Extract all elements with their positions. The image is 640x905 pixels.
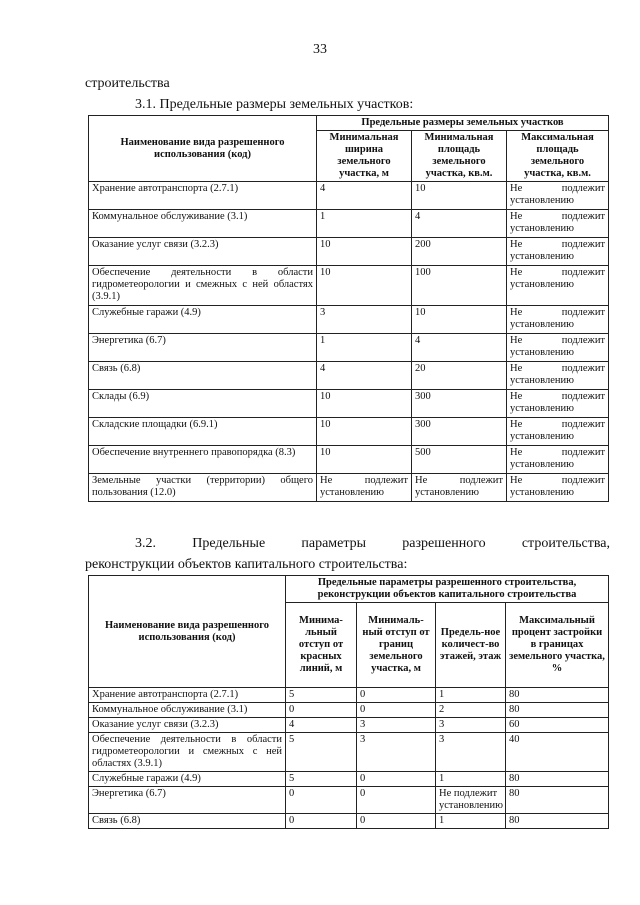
not-set-cell bbox=[317, 474, 412, 502]
word: подлежит bbox=[561, 419, 606, 430]
word: установлению bbox=[510, 487, 574, 498]
floors-cell: 3 bbox=[436, 718, 506, 733]
table-row bbox=[89, 334, 609, 362]
t2-name-header: Наименование вида разрешенного использования (код) bbox=[89, 576, 286, 688]
min-width-cell: 10 bbox=[317, 418, 412, 446]
table-row bbox=[89, 266, 609, 306]
min-area-cell: 4 bbox=[412, 210, 507, 238]
t2-col-floors: Предель-ное количест-во этажей, этаж bbox=[436, 603, 506, 688]
table-row bbox=[89, 390, 609, 418]
word: подлежит bbox=[561, 391, 606, 402]
floors-cell: 1 bbox=[436, 772, 506, 787]
use-name-cell: Обеспечение деятельности в области гидрометеорологии и смежных с ней областях (3.9.1) bbox=[89, 266, 317, 306]
not-subject-line bbox=[510, 335, 605, 347]
coverage-cell: 40 bbox=[506, 733, 609, 772]
use-name-cell: Складские площадки (6.9.1) bbox=[89, 418, 317, 446]
word: установлению bbox=[510, 459, 574, 470]
not-subject-line bbox=[510, 419, 605, 431]
use-name-cell: Оказание услуг связи (3.2.3) bbox=[89, 718, 286, 733]
word: Не bbox=[510, 183, 523, 194]
table-row bbox=[89, 362, 609, 390]
table-row bbox=[89, 814, 609, 829]
red-lines-cell: 0 bbox=[286, 703, 357, 718]
max-area-cell bbox=[507, 390, 609, 418]
table-row bbox=[89, 418, 609, 446]
t1-col-max-area: Максимальная площадь земельного участка, кв.м. bbox=[507, 131, 609, 182]
not-subject-line bbox=[510, 211, 605, 223]
use-name-cell: Служебные гаражи (4.9) bbox=[89, 772, 286, 787]
max-area-cell bbox=[507, 418, 609, 446]
boundaries-cell: 0 bbox=[357, 703, 436, 718]
word: Не bbox=[510, 239, 523, 250]
word: подлежит bbox=[561, 183, 606, 194]
floors-cell: 1 bbox=[436, 814, 506, 829]
coverage-cell: 80 bbox=[506, 772, 609, 787]
red-lines-cell: 5 bbox=[286, 772, 357, 787]
table-row bbox=[89, 238, 609, 266]
word: установлению bbox=[510, 403, 574, 414]
table-row bbox=[89, 210, 609, 238]
max-area-cell bbox=[507, 446, 609, 474]
not-set-cell bbox=[507, 474, 609, 502]
red-lines-cell: 5 bbox=[286, 733, 357, 772]
min-area-cell: 10 bbox=[412, 306, 507, 334]
floors-cell: Не подлежит установлению bbox=[436, 787, 506, 814]
table-row bbox=[89, 688, 609, 703]
section2-title-line1 bbox=[135, 536, 610, 552]
word: Не bbox=[510, 307, 523, 318]
not-subject-line bbox=[415, 475, 503, 487]
max-area-cell bbox=[507, 238, 609, 266]
boundaries-cell: 3 bbox=[357, 733, 436, 772]
section2-title-line2: реконструкции объектов капитального строительства: bbox=[85, 557, 408, 572]
t1-group-header: Предельные размеры земельных участков bbox=[317, 116, 609, 131]
not-subject-line bbox=[510, 363, 605, 375]
word: установлению bbox=[510, 431, 574, 442]
t2-col-boundaries: Минималь-ный отступ от границ земельного участка, м bbox=[357, 603, 436, 688]
word: Не bbox=[510, 363, 523, 374]
not-set-cell bbox=[412, 474, 507, 502]
coverage-cell: 60 bbox=[506, 718, 609, 733]
use-name-cell: Коммунальное обслуживание (3.1) bbox=[89, 210, 317, 238]
t1-col-min-area: Минимальная площадь земельного участка, кв.м. bbox=[412, 131, 507, 182]
word: установлению bbox=[510, 279, 574, 290]
not-subject-line bbox=[510, 307, 605, 319]
word: установлению bbox=[510, 223, 574, 234]
s2-title-word: параметры bbox=[301, 536, 367, 551]
t2-col-coverage: Максимальный процент застройки в границах земельного участка, % bbox=[506, 603, 609, 688]
table-row bbox=[89, 446, 609, 474]
word: Не bbox=[510, 211, 523, 222]
word: подлежит bbox=[561, 307, 606, 318]
use-name-cell: Связь (6.8) bbox=[89, 814, 286, 829]
table-row bbox=[89, 772, 609, 787]
min-width-cell: 3 bbox=[317, 306, 412, 334]
s2-title-word: строительства, bbox=[521, 536, 610, 551]
word: Не bbox=[415, 475, 428, 486]
min-area-cell: 10 bbox=[412, 182, 507, 210]
word: Не bbox=[510, 335, 523, 346]
s2-title-word: 3.2. bbox=[135, 536, 156, 551]
word: установлению bbox=[320, 487, 384, 498]
construction-params-table bbox=[88, 575, 609, 829]
max-area-cell bbox=[507, 182, 609, 210]
section1-title: 3.1. Предельные размеры земельных участков: bbox=[135, 97, 414, 112]
use-name-cell: Хранение автотранспорта (2.7.1) bbox=[89, 688, 286, 703]
min-area-cell: 500 bbox=[412, 446, 507, 474]
table-row bbox=[89, 474, 609, 502]
red-lines-cell: 0 bbox=[286, 787, 357, 814]
min-width-cell: 4 bbox=[317, 182, 412, 210]
use-name-cell: Энергетика (6.7) bbox=[89, 334, 317, 362]
word: подлежит bbox=[561, 267, 606, 278]
coverage-cell: 80 bbox=[506, 703, 609, 718]
use-name-cell: Хранение автотранспорта (2.7.1) bbox=[89, 182, 317, 210]
limit-sizes-table bbox=[88, 115, 609, 502]
min-area-cell: 300 bbox=[412, 390, 507, 418]
s2-title-word: Предельные bbox=[192, 536, 266, 551]
word: подлежит bbox=[561, 475, 606, 486]
not-subject-line bbox=[510, 183, 605, 195]
floors-cell: 1 bbox=[436, 688, 506, 703]
min-width-cell: 10 bbox=[317, 266, 412, 306]
word: подлежит bbox=[561, 239, 606, 250]
t2-group-header: Предельные параметры разрешенного строительства, реконструкции объектов капитального строительства bbox=[286, 576, 609, 603]
min-width-cell: 10 bbox=[317, 238, 412, 266]
min-width-cell: 1 bbox=[317, 210, 412, 238]
max-area-cell bbox=[507, 210, 609, 238]
word: подлежит bbox=[561, 447, 606, 458]
use-name-cell: Обеспечение внутреннего правопорядка (8.3) bbox=[89, 446, 317, 474]
table-row bbox=[89, 182, 609, 210]
min-width-cell: 10 bbox=[317, 446, 412, 474]
word: Не bbox=[510, 391, 523, 402]
word: установлению bbox=[510, 347, 574, 358]
word: установлению bbox=[510, 375, 574, 386]
min-width-cell: 4 bbox=[317, 362, 412, 390]
boundaries-cell: 0 bbox=[357, 814, 436, 829]
red-lines-cell: 5 bbox=[286, 688, 357, 703]
min-width-cell: 10 bbox=[317, 390, 412, 418]
use-name-cell: Энергетика (6.7) bbox=[89, 787, 286, 814]
not-subject-line bbox=[510, 239, 605, 251]
max-area-cell bbox=[507, 266, 609, 306]
use-name-cell: Коммунальное обслуживание (3.1) bbox=[89, 703, 286, 718]
red-lines-cell: 4 bbox=[286, 718, 357, 733]
word: подлежит bbox=[364, 475, 408, 486]
table-row bbox=[89, 306, 609, 334]
min-area-cell: 20 bbox=[412, 362, 507, 390]
table-row bbox=[89, 733, 609, 772]
intro-line: строительства bbox=[85, 76, 170, 91]
t1-name-header: Наименование вида разрешенного использования (код) bbox=[89, 116, 317, 182]
boundaries-cell: 0 bbox=[357, 787, 436, 814]
use-name-cell: Оказание услуг связи (3.2.3) bbox=[89, 238, 317, 266]
not-subject-line bbox=[510, 475, 605, 487]
not-subject-line bbox=[320, 475, 408, 487]
min-area-cell: 4 bbox=[412, 334, 507, 362]
boundaries-cell: 3 bbox=[357, 718, 436, 733]
word: подлежит bbox=[561, 211, 606, 222]
use-name-cell: Служебные гаражи (4.9) bbox=[89, 306, 317, 334]
min-area-cell: 200 bbox=[412, 238, 507, 266]
use-name-cell: Земельные участки (территории) общего пользования (12.0) bbox=[89, 474, 317, 502]
coverage-cell: 80 bbox=[506, 688, 609, 703]
floors-cell: 3 bbox=[436, 733, 506, 772]
use-name-cell: Связь (6.8) bbox=[89, 362, 317, 390]
word: установлению bbox=[510, 251, 574, 262]
s2-title-word: разрешенного bbox=[402, 536, 486, 551]
table-row bbox=[89, 718, 609, 733]
word: Не bbox=[510, 267, 523, 278]
coverage-cell: 80 bbox=[506, 787, 609, 814]
table-row bbox=[89, 703, 609, 718]
word: Не bbox=[320, 475, 333, 486]
word: Не bbox=[510, 475, 523, 486]
t2-col-red-lines: Минима-льный отступ от красных линий, м bbox=[286, 603, 357, 688]
min-area-cell: 100 bbox=[412, 266, 507, 306]
max-area-cell bbox=[507, 306, 609, 334]
min-area-cell: 300 bbox=[412, 418, 507, 446]
t1-col-min-width: Минимальная ширина земельного участка, м bbox=[317, 131, 412, 182]
word: Не bbox=[510, 447, 523, 458]
min-width-cell: 1 bbox=[317, 334, 412, 362]
max-area-cell bbox=[507, 334, 609, 362]
word: подлежит bbox=[561, 363, 606, 374]
not-subject-line bbox=[510, 391, 605, 403]
word: установлению bbox=[510, 195, 574, 206]
use-name-cell: Склады (6.9) bbox=[89, 390, 317, 418]
not-subject-line bbox=[510, 267, 605, 279]
word: установлению bbox=[415, 487, 479, 498]
word: Не bbox=[510, 419, 523, 430]
word: подлежит bbox=[459, 475, 503, 486]
red-lines-cell: 0 bbox=[286, 814, 357, 829]
page-number: 33 bbox=[313, 42, 327, 57]
use-name-cell: Обеспечение деятельности в области гидрометеорологии и смежных с ней областях (3.9.1) bbox=[89, 733, 286, 772]
not-subject-line bbox=[510, 447, 605, 459]
table-row bbox=[89, 787, 609, 814]
coverage-cell: 80 bbox=[506, 814, 609, 829]
max-area-cell bbox=[507, 362, 609, 390]
word: установлению bbox=[510, 319, 574, 330]
boundaries-cell: 0 bbox=[357, 688, 436, 703]
floors-cell: 2 bbox=[436, 703, 506, 718]
boundaries-cell: 0 bbox=[357, 772, 436, 787]
word: подлежит bbox=[561, 335, 606, 346]
